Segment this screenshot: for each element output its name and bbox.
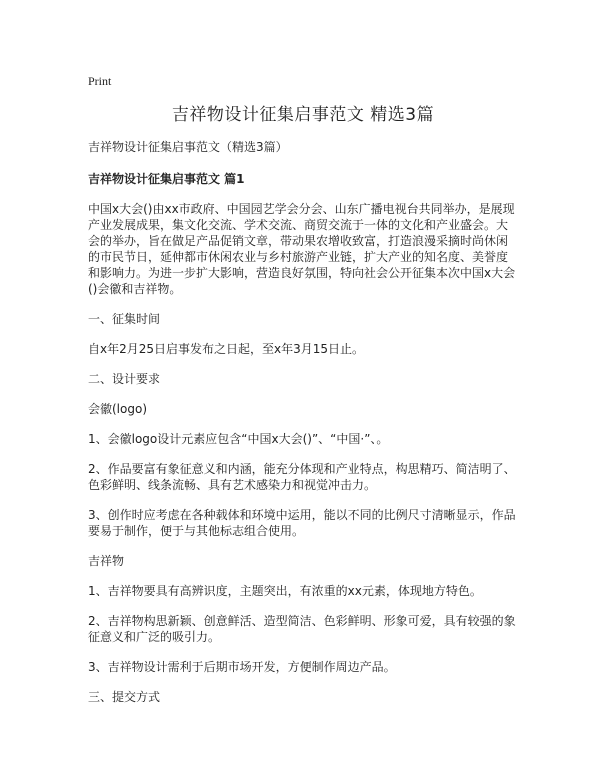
mascot-requirement-1: 1、吉祥物要具有高辨识度，主题突出，有浓重的xx元素，体现地方特色。 — [88, 584, 482, 598]
logo-requirement-1: 1、会徽logo设计元素应包含“中国x大会()”、“中国·”、。 — [88, 432, 389, 446]
intro-paragraph: 中国x大会()由xx市政府、中国园艺学会分会、山东广播电视台共同举办，是展现产业发展成果，集文化交流、学术交流、商贸交流于一体的文化和产业盛会。大会的举办，旨在做足产品促销文章，带动果农增收致富，打造浪漫采摘时尚休闲的市民节日，延伸都市休闲农业与乡村旅游产业链，扩大产业的知名度、美誉度和影响力。为进一步扩大影响，营造良好氛围，特向社会公开征集本次中国x大会()会徽和吉祥物。 — [88, 202, 516, 296]
section-heading: 吉祥物设计征集启事范文 篇1 — [88, 172, 245, 186]
print-link[interactable]: Print — [88, 74, 112, 88]
heading-mascot: 吉祥物 — [88, 554, 125, 568]
document-subtitle: 吉祥物设计征集启事范文（精选3篇） — [88, 140, 288, 154]
heading-submission-method: 三、提交方式 — [88, 690, 161, 704]
document-page — [88, 70, 518, 719]
logo-requirement-2: 2、作品要富有象征意义和内涵，能充分体现和产业特点，构思精巧、简洁明了、色彩鲜明、线条流畅、具有艺术感染力和视觉冲击力。 — [88, 462, 516, 492]
mascot-requirement-2: 2、吉祥物构思新颖、创意鲜活、造型简洁、色彩鲜明、形象可爱，具有较强的象征意义和广泛的吸引力。 — [88, 614, 516, 644]
heading-logo: 会徽(logo) — [88, 402, 147, 416]
logo-requirement-3: 3、创作时应考虑在各种载体和环境中运用，能以不同的比例尺寸清晰显示，作品要易于制作，便于与其他标志组合使用。 — [88, 508, 516, 538]
heading-collection-time: 一、征集时间 — [88, 312, 161, 326]
collection-time-text: 自x年2月25日启事发布之日起，至x年3月15日止。 — [88, 342, 365, 356]
document-title: 吉祥物设计征集启事范文 精选3篇 — [171, 105, 435, 125]
heading-design-requirements: 二、设计要求 — [88, 372, 161, 386]
mascot-requirement-3: 3、吉祥物设计需利于后期市场开发，方便制作周边产品。 — [88, 660, 396, 674]
